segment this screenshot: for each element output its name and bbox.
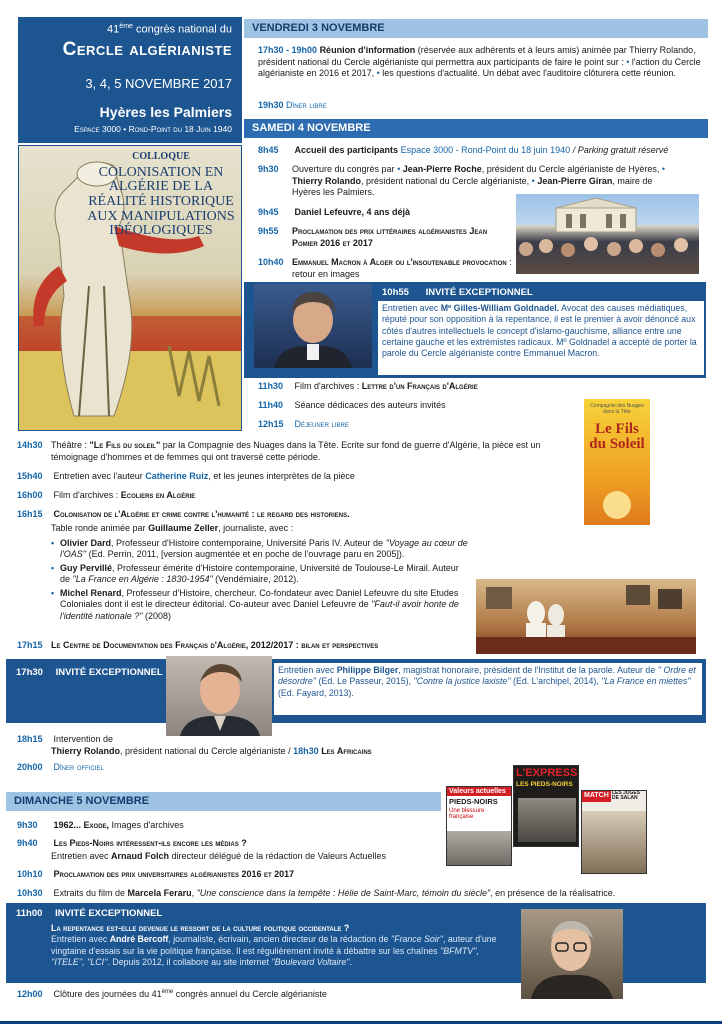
panelist-list — [51, 538, 469, 623]
inv1-name: Mº Gilles-William Goldnadel. — [440, 303, 560, 313]
sat-event-11 — [17, 490, 195, 502]
mag1-headline: PIEDS-NOIRS — [449, 797, 498, 806]
bilger-photo — [166, 656, 272, 736]
sun-time-1: 9h30 — [17, 820, 38, 830]
sun-e2-sub-pre: Entretien avec — [51, 851, 112, 861]
sat-e2-p1: Jean-Pierre Roche — [402, 164, 482, 174]
invite-box-goldnadel — [244, 282, 706, 378]
friday-event-1-title: Réunion d'information — [319, 45, 416, 55]
poster-kicker: COLLOQUE — [132, 151, 190, 162]
friday-time-1: 17h30 - 19h00 — [258, 45, 318, 55]
venue-name: Espace 3000 — [74, 123, 121, 134]
inv2-book-3: ''La France en miettes'' — [601, 676, 691, 687]
sat-event-5 — [258, 257, 513, 280]
sun-event-2-sub — [51, 851, 451, 863]
congress-header — [18, 17, 242, 143]
p3-name: Michel Renard — [60, 587, 122, 598]
friday-bullet-2: les questions d'actualité. — [382, 68, 481, 79]
sat-event-5-end: : retour en images — [292, 257, 512, 279]
mag3-top — [582, 791, 646, 802]
sat-event-16-text: Dîner officiel — [53, 762, 104, 772]
rt-pre: Table ronde animée par — [51, 523, 149, 533]
inv3-text-e: . — [349, 956, 353, 967]
bullet-icon: • — [397, 164, 401, 174]
sun-e2-sub-name: Arnaud Folch — [111, 851, 170, 861]
bullet-icon: • — [626, 56, 630, 67]
panelist-renard — [51, 588, 469, 623]
sun-event-3 — [17, 869, 294, 881]
play-poster-company: Compagnie des Nuages dans la Tête — [590, 403, 644, 416]
p1-text: , Professeur d'Histoire contemporaine, Université Paris IV. Auteur de — [111, 537, 386, 548]
sat-event-3 — [258, 207, 410, 219]
invite-1-text — [378, 301, 704, 375]
bercoff-photo — [521, 909, 623, 999]
sun-e5-a: Clôture des journées du — [53, 989, 152, 999]
bercoff-portrait — [521, 909, 623, 999]
panelist-dard — [51, 538, 469, 561]
sat-event-3-text: Daniel Lefeuvre, 4 ans déjà — [294, 207, 411, 217]
sat-event-13 — [17, 640, 477, 652]
inv2-text-b: , magistrat honoraire, président de l'Institut de la parole. Auteur de — [398, 665, 658, 675]
inv3-text-a: Entretien avec — [51, 934, 110, 945]
crowd-photo — [516, 194, 699, 274]
sun-event-4 — [17, 888, 712, 900]
inv3-name: André Bercoff — [109, 934, 169, 945]
sat-time-8: 12h15 — [258, 419, 284, 429]
p2-end: (Vendémiaire, 2012). — [212, 574, 299, 585]
crowd-photo-illustration — [516, 194, 699, 274]
sat-event-12 — [17, 509, 467, 521]
sat-time-15: 18h30 — [293, 746, 319, 756]
sat-e2-p3: Jean-Pierre Giran — [537, 175, 613, 186]
sunday-header: DIMANCHE 5 NOVEMBRE — [6, 792, 441, 811]
play-poster-title: Le Fils du Soleil — [589, 420, 645, 453]
sat-event-4 — [258, 226, 508, 249]
inv2-book-2-ed: (Ed. L'archipel, 2014), — [510, 676, 602, 687]
sun-e4-sep: , — [191, 888, 197, 898]
magazine-lexpress — [513, 765, 579, 847]
sun-event-2 — [17, 838, 447, 850]
inv2-text-a: Entretien avec — [278, 665, 337, 675]
sat-event-12-title: Colonisation de l'Algérie et crime contre l'humanité : le regard des historiens. — [53, 509, 350, 519]
sat-time-4: 9h55 — [258, 226, 279, 236]
inv2-book-1: '' Ordre et désordre'' — [278, 665, 696, 687]
sat-e2-pre: Ouverture du congrès par — [292, 164, 395, 174]
sat-event-6 — [258, 381, 478, 393]
sun-e1-end: Images d'archives — [109, 820, 184, 830]
inv3-france-soir: ''France Soir'' — [390, 934, 444, 945]
sat-time-9: 14h30 — [17, 440, 43, 450]
invite-box-bilger — [6, 659, 706, 723]
p1-end: (Ed. Perrin, 2011, [version augmentée et en poche de l'ouvrage paru en 2005]). — [86, 549, 405, 560]
sat-event-5-title: Emmanuel Macron à Alger ou l'insoutenable provocation — [292, 257, 507, 267]
congress-dates: 3, 4, 5 NOVEMBRE 2017 — [85, 76, 232, 92]
mag3-cover-photo — [582, 811, 647, 873]
invite-1-heading — [382, 287, 533, 299]
inv2-book-1-ed: (Ed. Le Passeur, 2015), — [316, 676, 414, 687]
sat-e11-pre: Film d'archives : — [53, 490, 121, 500]
inv1-label: INVITÉ EXCEPTIONNEL — [425, 287, 533, 298]
sat-event-8 — [258, 419, 349, 431]
mag3-masthead: MATCH — [582, 791, 611, 802]
sat-e14-name: Thierry Rolando — [51, 746, 121, 756]
sat-time-1: 8h45 — [258, 145, 279, 155]
sat-time-14: 18h15 — [17, 734, 43, 744]
mag1-cover-photo — [447, 831, 512, 865]
sun-e4-pre: Extraits du film de — [53, 888, 128, 898]
inv2-name: Philippe Bilger — [336, 665, 399, 675]
sat-e9-pre: Théâtre : — [51, 440, 90, 450]
inv3-channels: ''BFMTV'', ''ITELE'', ''LCI'' — [51, 945, 479, 967]
sun-e2-sub-end: directeur délégué de la rédaction de Valeurs Actuelles — [169, 851, 387, 861]
venue-sep: • — [120, 123, 129, 134]
bullet-icon: • — [531, 175, 535, 186]
sat-round-table — [51, 523, 469, 622]
sun-e4-name: Marcela Feraru — [127, 888, 192, 898]
mag2-headline: LES PIEDS-NOIRS — [516, 781, 573, 788]
museum-photo — [476, 579, 696, 654]
inv3-label: INVITÉ EXCEPTIONNEL — [55, 908, 163, 919]
sat-time-2: 9h30 — [258, 164, 279, 174]
sat-e10-name: Catherine Ruiz — [145, 471, 209, 481]
rt-end: , journaliste, avec : — [218, 523, 294, 533]
sat-event-8-text: Déjeuner libre — [294, 419, 349, 429]
saturday-header: SAMEDI 4 NOVEMBRE — [244, 119, 708, 138]
inv2-time: 17h30 — [16, 667, 43, 678]
inv3-text-d: . Depuis 2012, il collabore au site internet — [107, 956, 272, 967]
p2-text: , Professeur émérite d'Histoire contemporaine, Université de Toulouse-Le Mirail. Auteur de — [60, 562, 459, 585]
sun-event-5 — [17, 989, 517, 1001]
friday-event-2-text: Dîner libre — [286, 100, 327, 110]
goldnadel-photo — [254, 284, 372, 368]
inv3-time: 11h00 — [16, 908, 43, 919]
sat-time-11: 16h00 — [17, 490, 43, 500]
mag2-masthead: L'EXPRESS — [516, 767, 578, 779]
inv2-label: INVITÉ EXCEPTIONNEL — [55, 667, 163, 678]
sat-event-14b — [51, 746, 481, 758]
inv1-text-a: Entretien avec — [382, 303, 441, 313]
p3-book: "Faut-il avoir honte de l'identité nationale ?" — [60, 599, 459, 621]
p1-name: Olivier Dard — [60, 537, 112, 548]
inv1-time: 10h55 — [382, 287, 409, 298]
invite-2-heading — [16, 667, 163, 679]
friday-event-1 — [258, 45, 708, 80]
sat-e2-p3t: , maire de Hyères les Palmiers. — [292, 175, 653, 198]
invite-3-text — [51, 923, 511, 968]
sat-e10-end: , et les jeunes interprètes de la pièce — [208, 471, 355, 481]
sat-event-1-note: / Parking gratuit réservé — [570, 145, 669, 155]
sat-time-10: 15h40 — [17, 471, 43, 481]
museum-photo-illustration — [476, 579, 696, 654]
inv3-question: La repentance est-elle devenue le ressort de la culture politique occidentale ? — [51, 923, 350, 933]
sun-time-4: 10h30 — [17, 888, 43, 898]
sat-time-5: 10h40 — [258, 257, 284, 267]
congress-city: Hyères les Palmiers — [99, 104, 232, 121]
friday-time-2: 19h30 — [258, 100, 284, 110]
invite-2-text — [274, 663, 702, 715]
sun-e2-title: Les Pieds-Noirs intéressent-ils encore les médias ? — [53, 838, 247, 848]
sat-event-15-text: Les Africains — [321, 746, 372, 756]
goldnadel-portrait — [254, 284, 372, 368]
play-poster — [584, 399, 650, 525]
inv1-text-b: Avocat des causes médiatiques, réputé pour son opposition à la repentance, il est le premier à avoir dénoncé aux côtés d'autres intellectuels le concept d'islamo-gauchisme, alliance entre une certaine gauche et les extrémistes radicaux. Mº Goldnadel a accepté de porter la parole du Cercle algérianiste contre Emmanuel Macron. — [382, 303, 697, 358]
sat-event-9 — [17, 440, 562, 463]
sun-e1-title: 1962... Exode, — [53, 820, 110, 830]
bullet-icon: • — [376, 68, 380, 79]
sat-event-13-text: Le Centre de Documentation des Français d'Algérie, 2012/2017 : bilan et perspectives — [51, 640, 379, 650]
p2-book: "La France en Algérie : 1830-1954" — [72, 574, 213, 585]
magazine-match — [581, 790, 647, 874]
venue-address: Rond-Point du 18 Juin 1940 — [128, 123, 232, 134]
round-table-intro — [51, 523, 469, 535]
friday-event-2 — [258, 100, 327, 112]
sun-time-2: 9h40 — [17, 838, 38, 848]
sat-e10-pre: Entretien avec l'auteur — [53, 471, 146, 481]
sat-event-1-place: Espace 3000 - Rond-Point du 18 juin 1940 — [398, 145, 571, 155]
sun-e5-num: 41 — [151, 989, 162, 999]
bilger-portrait — [166, 656, 272, 736]
sat-event-11-text: Ecoliers en Algérie — [120, 490, 196, 500]
inv3-body — [51, 934, 511, 968]
sun-e4-end: , en présence de la réalisatrice. — [490, 888, 616, 898]
sat-e9-title: "Le Fils du soleil" — [89, 440, 161, 450]
sat-event-1 — [258, 145, 708, 157]
p1-book: ''Voyage au cœur de l'OAS'' — [60, 537, 468, 560]
invite-3-heading — [16, 908, 162, 920]
sat-e2-p2: Thierry Rolando — [292, 175, 362, 186]
sat-event-16 — [17, 762, 104, 774]
p3-end: (2008) — [142, 610, 172, 621]
sun-e4-title: "Une conscience dans la tempête : Hélie de Saint-Marc, témoin du siècle" — [196, 888, 491, 898]
invite-box-bercoff — [6, 903, 706, 983]
sun-e5-sup: ème — [161, 989, 174, 995]
poster-title-block — [79, 152, 242, 239]
inv2-book-2: ''Contre la justice laxiste'' — [413, 676, 511, 687]
sat-time-12: 16h15 — [17, 509, 43, 519]
sat-event-6-text: Lettre d'un Français d'Algérie — [361, 381, 478, 391]
sat-event-14 — [17, 734, 113, 746]
sat-event-10 — [17, 471, 355, 483]
mag1-masthead: Valeurs actuelles — [447, 787, 511, 796]
inv3-text-b: , journaliste, écrivain, ancien directeur de la rédaction de — [168, 934, 391, 945]
sat-e14-a: Intervention de — [53, 734, 114, 744]
sat-time-3: 9h45 — [258, 207, 279, 217]
sat-e6-pre: Film d'archives : — [294, 381, 362, 391]
sat-e14-end: , président national du Cercle algérianiste / — [120, 746, 291, 756]
play-poster-sun-icon — [584, 475, 650, 525]
congress-num: 41 — [107, 23, 120, 36]
sat-event-7 — [258, 400, 446, 412]
mag2-cover-photo — [518, 798, 576, 842]
sun-time-3: 10h10 — [17, 869, 43, 879]
mag3-headline: LES JUGES DE SALAN — [612, 790, 641, 802]
p2-name: Guy Pervillé — [60, 562, 113, 573]
sat-time-6: 11h30 — [258, 381, 284, 391]
mag1-subhead: Une blessure française — [449, 807, 485, 821]
poster-title: COLONISATION EN ALGÉRIE DE LA RÉALITÉ HISTORIQUE AUX MANIPULATIONS IDÉOLOGIQUES — [87, 164, 235, 239]
congress-number — [18, 23, 232, 37]
friday-event-1-end: Un débat avec l'auditoire clôturera cette réunion. — [482, 68, 676, 79]
sun-e3-text: Proclamation des prix universitaires algérianistes 2016 et 2017 — [53, 869, 295, 879]
inv3-text-c: , auteur d'une vingtaine d'essais sur la vie politique française. Il est régulièrement invité à débattre sur les chaînes — [51, 934, 497, 956]
sat-time-13: 17h15 — [17, 640, 43, 650]
sat-event-7-text: Séance dédicaces des auteurs invités — [294, 400, 446, 410]
org-name: Cercle algérianiste — [62, 39, 232, 61]
bullet-icon: • — [661, 164, 666, 174]
sat-time-16: 20h00 — [17, 762, 43, 772]
friday-event-1-text: (réservée aux adhérents et à leurs amis) animée par Thierry Rolando, président national du Cercle algérianiste qui permettra aux participants de faire le point sur : — [258, 45, 696, 67]
sun-event-1 — [17, 820, 184, 832]
sat-e9-text: par la Compagnie des Nuages dans la Tête. Ecrite sur fond de guerre d'Algérie, la pièce est un témoignage d'hommes et de femmes qui ont traversé cette période. — [51, 440, 541, 462]
inv2-book-3-ed: (Ed. Fayard, 2013). — [278, 687, 354, 698]
panelist-perville — [51, 563, 469, 586]
sat-e2-p2t: , président national du Cercle algérianiste, — [361, 175, 530, 186]
p3-text: , Professeur d'Histoire, chercheur. Co-fondateur avec Daniel Lefeuvre du site Etudes Coloniales dont il est le directeur éditorial. Co-auteur avec Daniel Lefeuvre de — [60, 587, 459, 610]
sun-e5-b: congrès annuel du Cercle algérianiste — [173, 989, 327, 999]
sun-time-5: 12h00 — [17, 989, 43, 999]
friday-bullet-1: l'action du Cercle algérianiste en 2016 et 2017, — [258, 56, 701, 79]
congress-rest: congrès national du — [132, 23, 232, 36]
sat-time-7: 11h40 — [258, 400, 284, 410]
friday-header: VENDREDI 3 NOVEMBRE — [244, 19, 708, 38]
sat-event-1-title: Accueil des participants — [294, 145, 399, 155]
sat-e2-p1t: , président du Cercle algérianiste de Hyères, — [481, 164, 660, 174]
rt-moderator: Guillaume Zeller — [148, 523, 219, 533]
inv3-bv: ''Boulevard Voltaire'' — [271, 956, 350, 967]
magazine-valeurs-actuelles — [446, 786, 512, 866]
sat-event-4-text: Proclamation des prix littéraires algérianistes Jean Pomier 2016 et 2017 — [292, 226, 488, 248]
colloque-poster — [18, 145, 242, 431]
congress-venue — [18, 124, 232, 135]
congress-sup: ème — [119, 23, 133, 30]
